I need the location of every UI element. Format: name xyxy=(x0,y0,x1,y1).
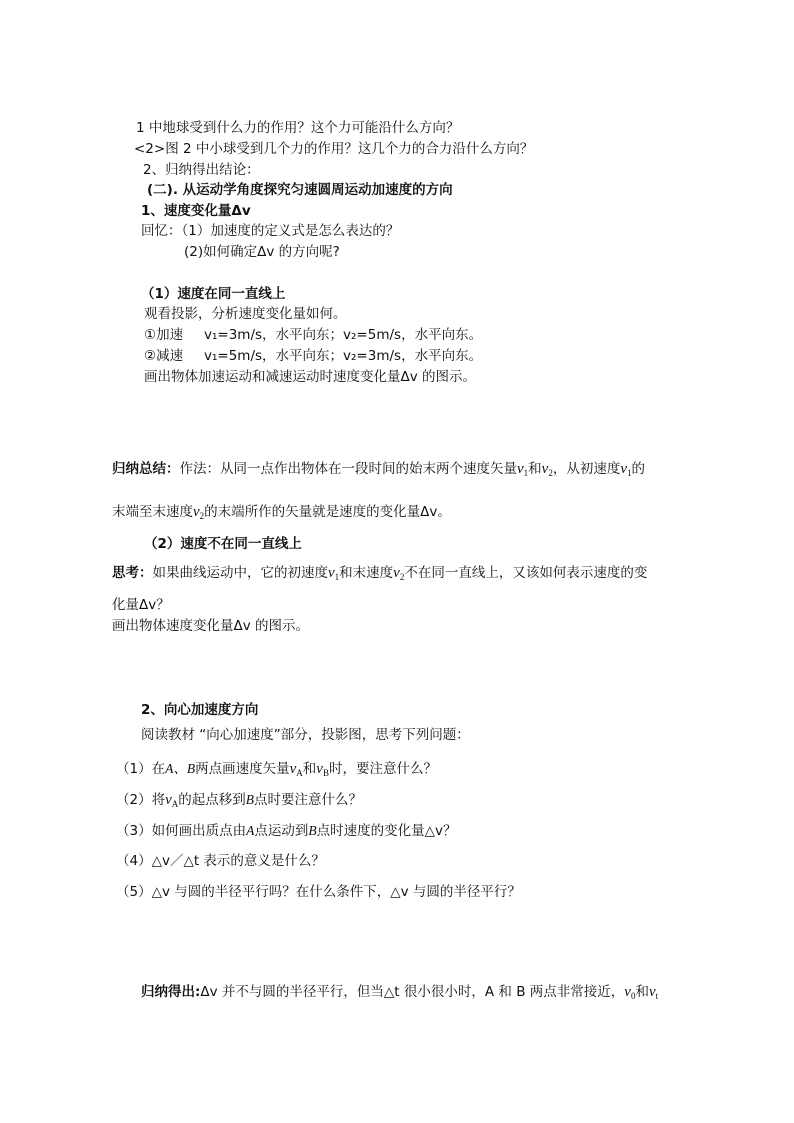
observe-line: 观看投影，分析速度变化量如何。 xyxy=(144,306,347,322)
question-1: 1 中地球受到什么力的作用？这个力可能沿什么方向？ xyxy=(136,120,460,136)
centripetal-title: 2、向心加速度方向 xyxy=(141,702,259,718)
read-instruction: 阅读教材 “向心加速度”部分，投影图，思考下列问题： xyxy=(141,727,470,743)
symbol-vB: $v_B$ xyxy=(316,761,329,778)
symbol-v2: $v_2$ xyxy=(193,504,205,521)
symbol-v1: $v_1$ xyxy=(328,565,340,582)
symbol-vt: $v_t$ xyxy=(648,984,659,1001)
summary-line-1: 归纳总结：作法：从同一点作出物体在一段时间的始末两个速度矢量$v_1$和$v_2$，从初速度$v_1$的 xyxy=(112,461,646,478)
question-p2: （2）将$v_A$的起点移到B点时要注意什么？ xyxy=(116,792,363,809)
draw-instruction-1: 画出物体加速运动和减速运动时速度变化量Δv 的图示。 xyxy=(144,369,477,385)
question-p4: （4）△v／△t 表示的意义是什么？ xyxy=(116,853,325,869)
recall-line-1: 回忆：（1）加速度的定义式是怎么表达的？ xyxy=(141,223,400,239)
final-label: 归纳得出: xyxy=(141,984,201,1000)
symbol-v1: $v_1$ xyxy=(620,461,632,478)
think-label: 思考： xyxy=(112,565,153,581)
conclusion-heading: 2、归纳得出结论： xyxy=(143,162,260,178)
symbol-v2: $v_2$ xyxy=(393,565,405,582)
draw-instruction-2: 画出物体速度变化量Δv 的图示。 xyxy=(112,618,310,634)
symbol-v1: $v_1$ xyxy=(517,461,529,478)
question-p3: （3）如何画出质点由A点运动到B点时速度的变化量△v？ xyxy=(116,823,457,839)
summary-label: 归纳总结： xyxy=(112,461,180,477)
decelerate-label: ②减速 xyxy=(144,348,184,364)
final-conclusion: 归纳得出:Δv 并不与圆的半径平行，但当△t 很小很小时，A 和 B 两点非常接近，$v_0$和$v_t$ xyxy=(141,984,659,1001)
decelerate-text: v₁=5m/s，水平向东；v₂=3m/s，水平向东。 xyxy=(204,348,483,364)
summary-line-2: 末端至末速度$v_2$的末端所作的矢量就是速度的变化量Δv。 xyxy=(112,504,451,521)
not-same-line-title: （2）速度不在同一直线上 xyxy=(144,536,302,552)
question-2: <2>图 2 中小球受到几个力的作用？这几个力的合力沿什么方向？ xyxy=(134,141,534,157)
accelerate-text: v₁=3m/s，水平向东；v₂=5m/s，水平向东。 xyxy=(204,327,483,343)
question-p5: （5）△v 与圆的半径平行吗？在什么条件下，△v 与圆的半径平行？ xyxy=(116,884,521,900)
think-line-1: 思考：如果曲线运动中，它的初速度$v_1$和末速度$v_2$不在同一直线上，又该如何表示速度的变 xyxy=(112,565,648,582)
recall-line-2: (2)如何确定Δv 的方向呢? xyxy=(184,244,340,260)
same-line-title: （1）速度在同一直线上 xyxy=(141,286,286,302)
symbol-vA: $v_A$ xyxy=(289,761,303,778)
symbol-v0: $v_0$ xyxy=(624,984,636,1001)
symbol-v2: $v_2$ xyxy=(541,461,553,478)
question-p1: （1）在A、B两点画速度矢量$v_A$和$v_B$时，要注意什么？ xyxy=(116,761,437,778)
symbol-vA: $v_A$ xyxy=(165,792,179,809)
section-2-title: (二). 从运动学角度探究匀速圆周运动加速度的方向 xyxy=(147,182,453,198)
velocity-change-title: 1、速度变化量Δv xyxy=(141,203,251,219)
think-line-2: 化量Δv？ xyxy=(112,597,170,613)
accelerate-label: ①加速 xyxy=(144,327,184,343)
